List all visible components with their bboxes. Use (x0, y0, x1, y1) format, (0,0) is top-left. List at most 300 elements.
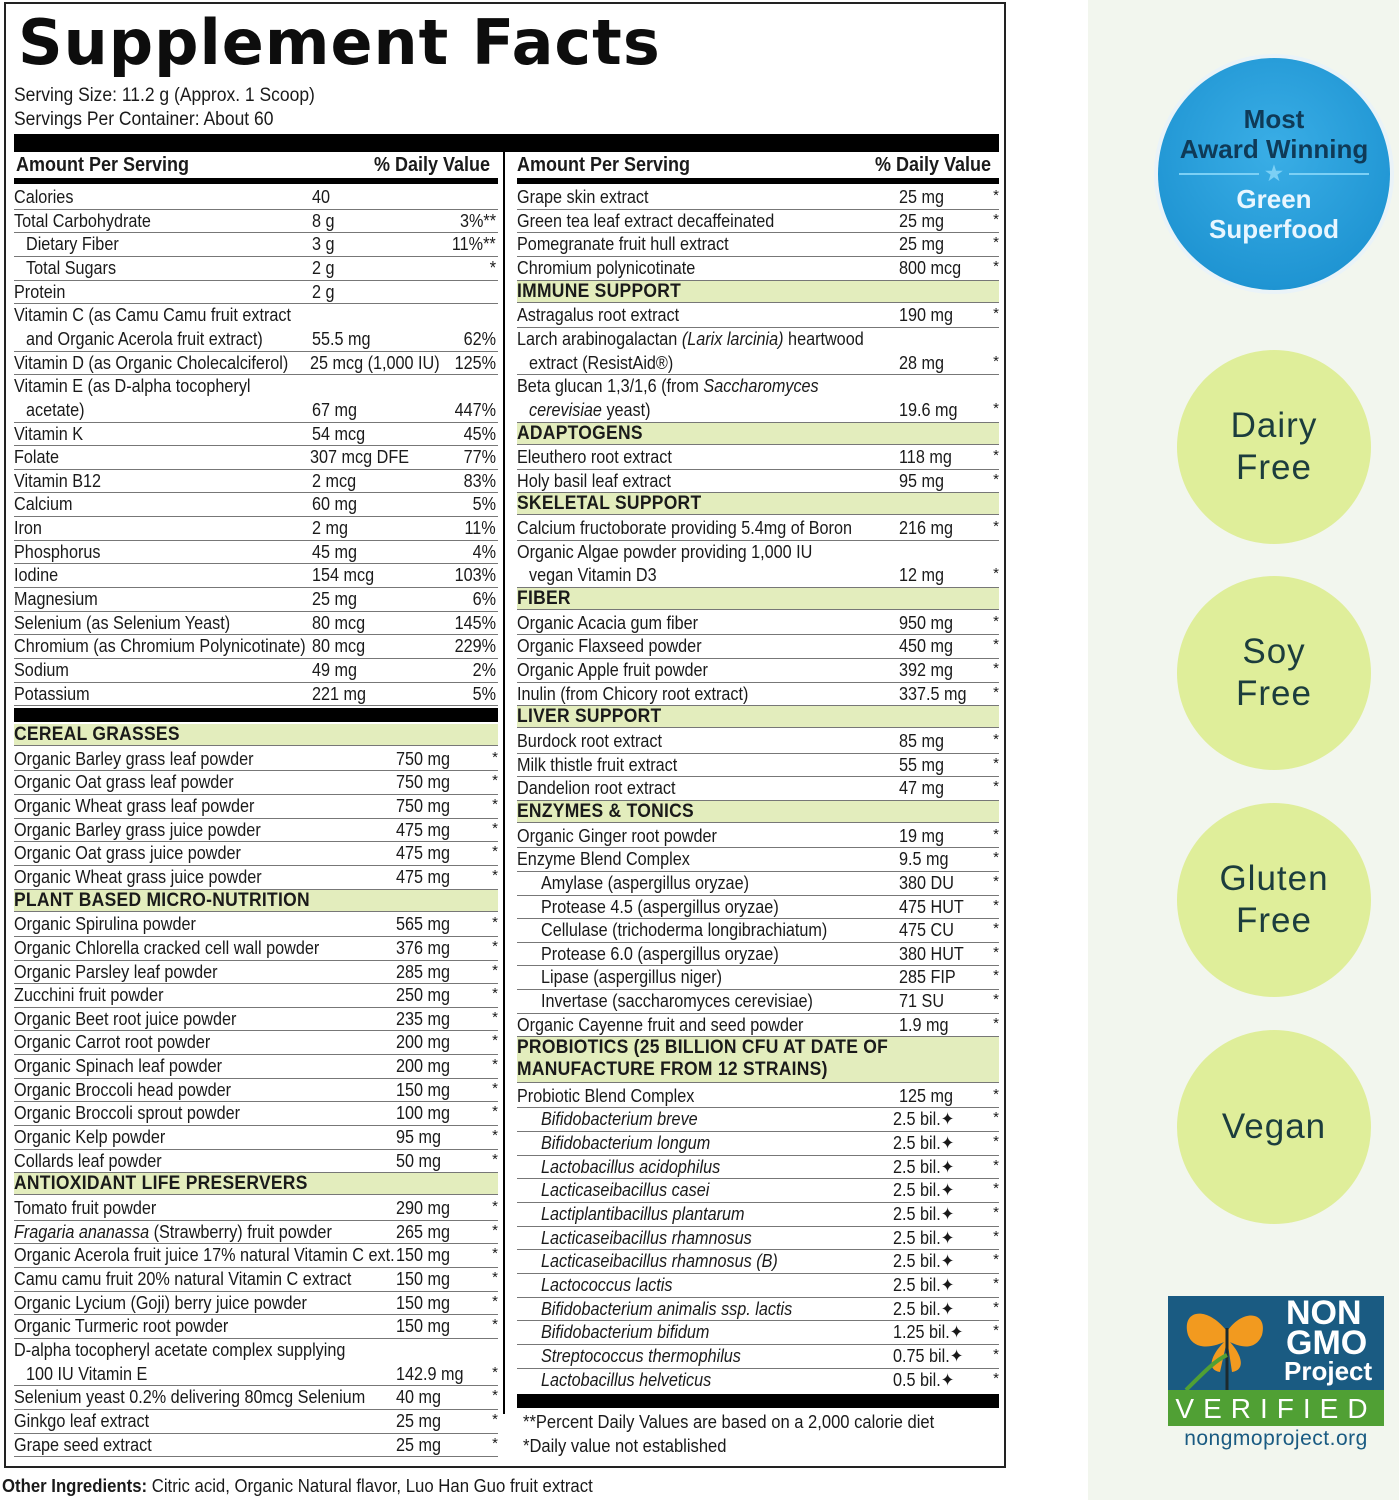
not-established-mark: * (492, 1150, 498, 1168)
ingredient-amount: 25 mg (396, 1410, 442, 1431)
ingredient-row (517, 470, 999, 494)
name-italic: Fragaria ananassa (14, 1221, 150, 1242)
ingredient-name (541, 1274, 672, 1297)
ingredient-name: Organic Spirulina powder (14, 914, 196, 935)
not-established-mark: * (492, 1292, 498, 1310)
ingredient-name: Organic Broccoli head powder (14, 1079, 232, 1100)
name-rest: heartwood (783, 328, 864, 349)
ingredient-row (517, 517, 999, 541)
ingredient-name: Ginkgo leaf extract (14, 1410, 150, 1431)
not-established-mark: * (492, 819, 498, 837)
ingredient-row (517, 186, 999, 210)
not-established-mark: * (492, 937, 498, 955)
not-established-mark: * (492, 1198, 498, 1215)
ingredient-amount: 67 mg (312, 399, 358, 420)
ingredient-name: D-alpha tocopheryl acetate complex supplying (14, 1339, 346, 1360)
ingredient-row (14, 771, 498, 795)
ingredient-name: Selenium yeast 0.2% delivering 80mcg Selenium (14, 1387, 366, 1408)
ingredient-amount: 50 mg (396, 1150, 442, 1171)
not-established-mark: * (993, 1109, 999, 1127)
ingredient-row (14, 612, 498, 636)
ingredient-name: Chromium polynicotinate (517, 257, 696, 278)
ingredient-name (541, 1156, 720, 1179)
ingredient-row (517, 564, 999, 588)
ingredient-amount: 235 mg (396, 1008, 451, 1029)
other-ingredients (2, 1474, 593, 1498)
daily-value: 62% (463, 328, 496, 349)
ingredient-amount: 25 mg (312, 589, 358, 610)
supplement-facts-panel (4, 2, 1006, 1468)
ingredient-row (14, 1410, 498, 1434)
gmo-line: NON (1286, 1294, 1362, 1332)
not-established-mark: * (492, 1008, 498, 1026)
daily-value: 145% (454, 612, 496, 633)
name-italic: Lacticaseibacillus rhamnosus (B) (541, 1251, 778, 1272)
not-established-mark: * (993, 399, 999, 417)
ingredient-amount: 55 mg (899, 754, 945, 775)
section-header (517, 801, 999, 823)
left-dv-header: % Daily Value (374, 154, 491, 176)
ingredient-name: Inulin (from Chicory root extract) (517, 683, 749, 704)
ingredient-name (529, 399, 651, 422)
ingredient-row (517, 1321, 999, 1345)
ingredient-row (14, 446, 498, 470)
ingredient-name: Green tea leaf extract decaffeinated (517, 210, 775, 231)
ingredient-row (14, 748, 498, 772)
daily-value: 83% (463, 470, 496, 491)
ingredient-row (14, 470, 498, 494)
ingredient-amount: 380 DU (899, 872, 954, 893)
section-header (517, 281, 999, 303)
ingredient-name: Dietary Fiber (26, 234, 119, 255)
ingredient-amount: 9.5 mg (899, 849, 949, 870)
daily-value: 6% (472, 589, 496, 610)
right-dv-header: % Daily Value (875, 154, 992, 176)
ingredient-row (517, 659, 999, 683)
ingredient-amount: 0.5 bil.✦ (893, 1369, 955, 1390)
badge-text: Gluten (1219, 859, 1329, 898)
ingredient-name: Iodine (14, 565, 59, 586)
ingredient-name (14, 1221, 332, 1244)
ingredient-row (517, 1203, 999, 1227)
daily-value: 3%** (459, 210, 496, 231)
ingredient-name: Protease 4.5 (aspergillus oryzae) (541, 896, 779, 917)
ingredient-row (517, 1156, 999, 1180)
not-established-mark: * (492, 1103, 498, 1121)
daily-value: * (489, 257, 496, 278)
ingredient-row (517, 541, 999, 565)
ingredient-amount: 150 mg (396, 1245, 451, 1266)
ingredient-amount: 25 mg (899, 234, 945, 255)
gmo-line: GMO (1286, 1324, 1368, 1362)
ingredient-name: Iron (14, 518, 42, 539)
left-header-rule (14, 178, 498, 184)
ingredient-row (14, 352, 498, 376)
section-title: ADAPTOGENS (517, 422, 643, 444)
ingredient-amount: 221 mg (312, 683, 367, 704)
ingredient-row (517, 1085, 999, 1109)
ingredient-amount: 750 mg (396, 795, 451, 816)
right-amount-header: Amount Per Serving (517, 154, 691, 176)
ingredient-name: Organic Algae powder providing 1,000 IU (517, 541, 813, 562)
ingredient-name: Eleuthero root extract (517, 447, 672, 468)
ingredient-amount: 95 mg (396, 1127, 442, 1148)
ingredient-amount: 250 mg (396, 985, 451, 1006)
ingredient-amount: 28 mg (899, 352, 945, 373)
ingredient-name: Protease 6.0 (aspergillus oryzae) (541, 943, 779, 964)
not-established-mark: * (993, 234, 999, 252)
ingredient-amount: 12 mg (899, 565, 945, 586)
name-italic: Lactiplantibacillus plantarum (541, 1203, 745, 1224)
ingredient-name (541, 1298, 792, 1321)
ingredient-name (541, 1108, 698, 1131)
ingredient-name: Amylase (aspergillus oryzae) (541, 872, 749, 893)
not-established-mark: * (993, 1156, 999, 1174)
name-rest: yeast) (601, 399, 651, 420)
ingredient-amount: 2 mcg (312, 470, 357, 491)
ingredient-name: Lipase (aspergillus niger) (541, 967, 722, 988)
section-title: ANTIOXIDANT LIFE PRESERVERS (14, 1173, 308, 1195)
ingredient-amount: 45 mg (312, 541, 358, 562)
ingredient-name: acetate) (26, 399, 85, 420)
dairy-free-badge (1177, 350, 1371, 544)
ingredient-row (14, 304, 498, 328)
divider-bar (14, 708, 498, 722)
ingredient-amount: 150 mg (396, 1079, 451, 1100)
ingredient-amount: 750 mg (396, 748, 451, 769)
ingredient-row (14, 257, 498, 281)
section-title: IMMUNE SUPPORT (517, 280, 682, 302)
badge-text: Free (1236, 674, 1312, 713)
section-title-2: MANUFACTURE FROM 12 STRAINS) (517, 1059, 828, 1081)
not-established-mark: * (993, 943, 999, 961)
section-title: PLANT BASED MICRO-NUTRITION (14, 889, 310, 911)
section-header (14, 890, 498, 912)
name-part: Larch arabinogalactan (517, 328, 682, 349)
star-icon: ★ (1179, 164, 1369, 184)
panel-title: Supplement Facts (18, 6, 661, 79)
ingredient-name (541, 1227, 752, 1250)
ingredient-amount: 392 mg (899, 660, 954, 680)
ingredient-amount: 2.5 bil.✦ (893, 1109, 955, 1130)
ingredient-amount: 60 mg (312, 494, 358, 515)
ingredient-row (14, 493, 498, 517)
ingredient-row (517, 683, 999, 707)
not-established-mark: * (492, 1434, 498, 1452)
ingredient-name: Probiotic Blend Complex (517, 1085, 695, 1106)
ingredient-name: Total Carbohydrate (14, 210, 151, 231)
ingredient-name: vegan Vitamin D3 (529, 565, 657, 586)
not-established-mark: * (993, 1369, 999, 1387)
section-header (517, 423, 999, 445)
not-established-mark: * (993, 187, 999, 204)
ingredient-row (14, 423, 498, 447)
daily-value: 45% (463, 423, 496, 444)
ingredient-name: Calcium fructoborate providing 5.4mg of Boron (517, 518, 852, 539)
vegan-badge (1177, 1030, 1371, 1224)
not-established-mark: * (993, 447, 999, 465)
daily-value: 125% (454, 352, 496, 373)
ingredient-amount: 55.5 mg (312, 328, 371, 349)
ingredient-name: Enzyme Blend Complex (517, 849, 690, 870)
ingredient-row (517, 304, 999, 328)
ingredient-amount: 100 mg (396, 1103, 451, 1124)
ingredient-row (517, 210, 999, 234)
ingredient-row (14, 375, 498, 399)
ingredient-row (14, 819, 498, 843)
ingredient-amount: 475 mg (396, 819, 451, 840)
not-established-mark: * (492, 1056, 498, 1074)
badge-text: Dairy (1230, 406, 1318, 445)
ingredient-name: and Organic Acerola fruit extract) (26, 328, 263, 349)
ingredient-amount: 150 mg (396, 1268, 451, 1289)
ingredient-amount: 1.25 bil.✦ (893, 1322, 964, 1343)
ingredient-name (541, 1179, 709, 1202)
ingredient-name: Organic Ginger root powder (517, 825, 717, 846)
ingredient-name: Organic Wheat grass leaf powder (14, 795, 255, 816)
ingredient-name: Cellulase (trichoderma longibrachiatum) (541, 920, 828, 941)
ingredient-row (14, 1292, 498, 1316)
ingredient-name (541, 1369, 711, 1392)
ingredient-row (14, 866, 498, 890)
not-established-mark: * (492, 1268, 498, 1286)
ingredient-row (14, 564, 498, 588)
ingredient-amount: 950 mg (899, 612, 954, 633)
ingredient-amount: 25 mcg (1,000 IU) (310, 352, 440, 373)
not-established-mark: * (993, 612, 999, 630)
ingredient-row (517, 966, 999, 990)
ingredient-row (14, 1221, 498, 1245)
not-established-mark: * (993, 1227, 999, 1245)
ingredient-name (517, 328, 864, 351)
ingredient-row (517, 777, 999, 801)
ingredient-row (14, 635, 498, 659)
ingredient-name: Chromium (as Chromium Polynicotinate) (14, 636, 306, 657)
not-established-mark: * (492, 1316, 498, 1334)
section-header (14, 1173, 498, 1195)
ingredient-amount: 2.5 bil.✦ (893, 1227, 955, 1248)
ingredient-amount: 25 mg (396, 1434, 442, 1455)
ingredient-row (14, 1031, 498, 1055)
ingredient-row (14, 1008, 498, 1032)
footnote-percent: **Percent Daily Values are based on a 2,000 calorie diet (523, 1412, 935, 1432)
ingredient-row (517, 896, 999, 920)
ingredient-amount: 2.5 bil.✦ (893, 1180, 955, 1201)
ingredient-row (517, 1274, 999, 1298)
ingredient-name: Vitamin D (as Organic Cholecalciferol) (14, 352, 289, 373)
not-established-mark: * (492, 795, 498, 813)
badge-text: Vegan (1221, 1107, 1327, 1146)
ingredient-amount: 85 mg (899, 730, 945, 751)
ingredient-row (14, 795, 498, 819)
not-established-mark: * (993, 754, 999, 772)
ingredient-row (14, 1150, 498, 1174)
ingredient-row (14, 210, 498, 234)
ingredient-row (14, 1079, 498, 1103)
ingredient-amount: 2 g (312, 257, 335, 278)
ingredient-row (14, 913, 498, 937)
ingredient-row (14, 659, 498, 683)
daily-value: 5% (472, 683, 496, 704)
not-established-mark: * (492, 1032, 498, 1050)
ingredient-amount: 25 mg (899, 210, 945, 231)
award-line-2: Award Winning (1179, 134, 1369, 164)
not-established-mark: * (993, 305, 999, 323)
not-established-mark: * (993, 565, 999, 583)
top-rule (14, 134, 999, 152)
daily-value: 103% (454, 565, 496, 586)
ingredient-row (14, 842, 498, 866)
ingredient-name: Organic Acerola fruit juice 17% natural Vitamin C ext. (14, 1245, 395, 1266)
ingredient-amount: 750 mg (396, 772, 451, 793)
ingredient-name: Organic Turmeric root powder (14, 1316, 229, 1337)
badge-text: Free (1236, 901, 1312, 940)
ingredient-name: Organic Cayenne fruit and seed powder (517, 1014, 804, 1035)
ingredient-amount: 2.5 bil.✦ (893, 1156, 955, 1177)
ingredient-amount: 125 mg (899, 1085, 954, 1106)
not-established-mark: * (993, 352, 999, 370)
not-established-mark: * (993, 518, 999, 536)
ingredient-row (517, 1369, 999, 1393)
section-header (517, 493, 999, 515)
ingredient-amount: 2.5 bil.✦ (893, 1298, 955, 1319)
ingredient-name: Grape skin extract (517, 187, 649, 207)
not-established-mark: * (993, 1298, 999, 1316)
ingredient-row (517, 825, 999, 849)
ingredient-row (14, 588, 498, 612)
ingredient-amount: 376 mg (396, 937, 451, 958)
not-established-mark: * (492, 866, 498, 884)
ingredient-amount: 3 g (312, 234, 335, 255)
ingredient-row (517, 328, 999, 352)
daily-value: 229% (454, 636, 496, 657)
ingredient-row (517, 1227, 999, 1251)
name-italic: Bifidobacterium animalis ssp. lactis (541, 1298, 793, 1319)
badge-text: Soy (1242, 632, 1306, 671)
ingredient-row (517, 399, 999, 423)
not-established-mark: * (993, 1014, 999, 1032)
ingredient-row (517, 730, 999, 754)
ingredient-row (14, 961, 498, 985)
ingredient-name: Protein (14, 281, 66, 302)
ingredient-row (14, 1244, 498, 1268)
section-title: CEREAL GRASSES (14, 724, 180, 745)
ingredient-amount: 2.5 bil.✦ (893, 1203, 955, 1224)
ingredient-name: 100 IU Vitamin E (26, 1363, 148, 1384)
ingredient-name: Sodium (14, 660, 69, 680)
ingredient-amount: 475 mg (396, 866, 451, 887)
ingredient-row (517, 1345, 999, 1369)
not-established-mark: * (492, 748, 498, 766)
ingredient-name: Calcium (14, 494, 73, 515)
ingredient-name: Selenium (as Selenium Yeast) (14, 612, 231, 633)
ingredient-name: Dandelion root extract (517, 778, 676, 799)
ingredient-row (14, 1268, 498, 1292)
award-line-4: Superfood (1209, 214, 1339, 244)
ingredient-name: Organic Acacia gum fiber (517, 612, 698, 633)
ingredient-name: Organic Chlorella cracked cell wall powder (14, 937, 320, 958)
ingredient-name: Magnesium (14, 589, 98, 610)
ingredient-name: Organic Oat grass leaf powder (14, 772, 234, 793)
ingredient-name: Milk thistle fruit extract (517, 754, 678, 775)
ingredient-amount: 2.5 bil.✦ (893, 1251, 955, 1272)
name-rest: (Strawberry) fruit powder (149, 1221, 332, 1242)
not-established-mark: * (993, 991, 999, 1009)
ingredient-amount: 25 mg (899, 187, 945, 207)
ingredient-row (517, 990, 999, 1014)
section-title: SKELETAL SUPPORT (517, 493, 702, 515)
ingredient-amount: 475 mg (396, 843, 451, 864)
ingredient-row (14, 541, 498, 565)
section-title: ENZYMES & TONICS (517, 800, 694, 822)
not-established-mark: * (993, 636, 999, 654)
ingredient-row (517, 352, 999, 376)
ingredient-row (517, 1132, 999, 1156)
ingredient-name: extract (ResistAid®) (529, 352, 674, 373)
ingredient-amount: 2.5 bil.✦ (893, 1133, 955, 1153)
gmo-title (1286, 1294, 1368, 1362)
not-established-mark: * (492, 1245, 498, 1263)
ingredient-row (14, 186, 498, 210)
ingredient-name: Organic Apple fruit powder (517, 660, 708, 680)
ingredient-amount: 337.5 mg (899, 683, 967, 704)
ingredient-row (14, 233, 498, 257)
ingredient-name (541, 1203, 745, 1226)
divider-bar (517, 1394, 999, 1408)
name-italic: Saccharomyces (703, 376, 819, 397)
ingredient-amount: 49 mg (312, 660, 358, 680)
ingredient-row (517, 233, 999, 257)
ingredient-amount: 307 mcg DFE (310, 447, 410, 468)
section-header (14, 724, 498, 746)
ingredient-name: Organic Carrot root powder (14, 1032, 211, 1053)
daily-value: 5% (472, 494, 496, 515)
ingredient-name: Vitamin E (as D-alpha tocopheryl (14, 376, 251, 397)
not-established-mark: * (993, 1251, 999, 1269)
ingredient-amount: 265 mg (396, 1221, 451, 1242)
not-established-mark: * (492, 1363, 498, 1381)
ingredient-name: Organic Parsley leaf powder (14, 961, 218, 982)
ingredient-row (517, 1014, 999, 1038)
ingredient-row (14, 281, 498, 305)
not-established-mark: * (993, 1085, 999, 1103)
ingredient-amount: 285 mg (396, 961, 451, 982)
ingredient-amount: 80 mcg (312, 612, 366, 633)
not-established-mark: * (492, 961, 498, 979)
ingredient-row (14, 517, 498, 541)
ingredient-row (14, 1126, 498, 1150)
not-established-mark: * (492, 1127, 498, 1145)
non-gmo-logo (1168, 1296, 1384, 1452)
ingredient-row (517, 754, 999, 778)
ingredient-row (517, 257, 999, 281)
ingredient-row (517, 446, 999, 470)
ingredient-name: Organic Wheat grass juice powder (14, 866, 262, 887)
name-italic: (Larix larcinia) (681, 328, 784, 349)
section-title: FIBER (517, 588, 571, 610)
ingredient-name: Vitamin C (as Camu Camu fruit extract (14, 305, 291, 326)
not-established-mark: * (993, 1133, 999, 1150)
ingredient-name: Potassium (14, 683, 90, 704)
soy-free-badge (1177, 576, 1371, 770)
ingredient-amount: 450 mg (899, 636, 954, 657)
not-established-mark: * (993, 872, 999, 890)
ingredient-name: Organic Lycium (Goji) berry juice powder (14, 1292, 307, 1313)
ingredient-name: Organic Oat grass juice powder (14, 843, 241, 864)
daily-value: 11%** (452, 234, 496, 255)
ingredient-amount: 40 (312, 187, 331, 207)
ingredient-name (541, 1345, 741, 1368)
